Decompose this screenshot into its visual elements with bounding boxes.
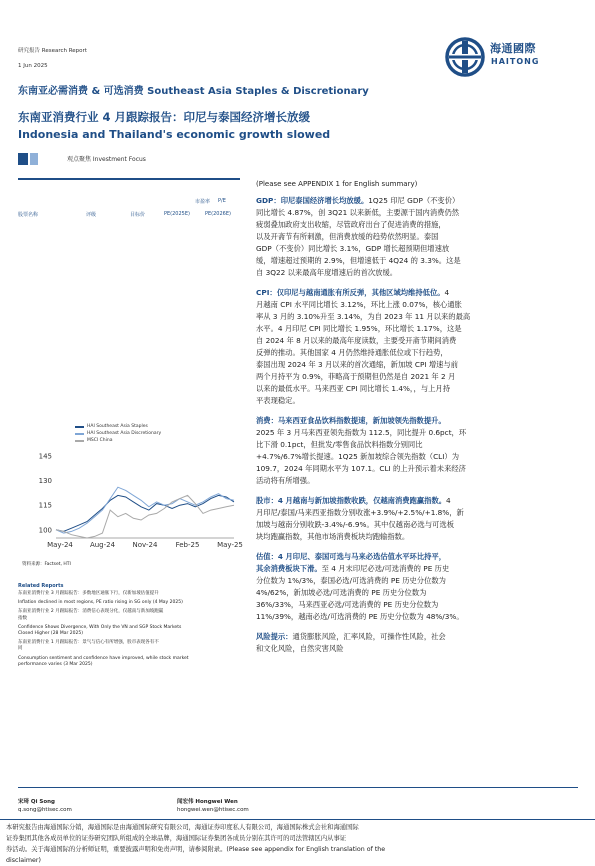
paragraph-line: 11%/39%，越南必选/可选消费的 PE 历史分位数为 48%/3%。 [256,612,464,621]
paragraph-line: 加坡与越南分别收跌-3.4%/-6.9%。其中仅越南必选与可选板 [256,520,455,529]
related-item[interactable]: performance varies (3 Mar 2025) [18,661,93,667]
haitong-logo-icon [445,37,485,77]
paragraph-line: 2025 年 3 月马来西亚领先指数为 112.5，同比提升 0.6pct，环 [256,428,467,437]
chart-source: 资料来源：Factset, HTI [22,562,71,567]
related-item[interactable]: Closed Higher (28 Mar 2025) [18,631,83,637]
paragraph-line: GDP（不变价）同比增长 3.1%，GDP 增长超预期但增速放 [256,244,450,253]
related-reports-list [18,591,243,668]
legend-swatch-discretionary [75,433,84,435]
col-pe-top: 市盈率 [195,199,211,205]
paragraph-line: 自 3Q22 以来最高年度增速后的首次放缓。 [256,268,398,277]
paragraph-line: 以来的最低水平。马来西亚 CPI 同比增长 1.4%，，与上月持 [256,384,451,393]
footer-line: 证券集团其他各成员单位的证券研究团队所组成的全球品牌，海通国际证券集团各成员分别在其许可的司法管辖区内从事证 [6,835,347,842]
paragraph-lead: 估值：4 月印尼、泰国可选与马来必选估值水平环比持平， [256,552,447,561]
paragraph-lead-cont: 其余消费板块下滑。 [256,564,322,573]
paragraph-line: 以及开斋节有所刺激，但消费放缓的趋势依然明显。泰国 [256,232,439,241]
col-pe-2025: PE(2025E) [164,211,190,217]
paragraph-line: 36%/33%，马来西亚必选/可选消费的 PE 历史分位数为 [256,600,439,609]
legend-item-discretionary [75,430,161,437]
col-stock-name: 股票名称 [18,212,39,218]
legend-label-staples: HAI Southeast Asia Staples [87,424,148,429]
col-pe2-top: P/E [218,198,226,204]
sector-title: 东南亚必需消费 & 可选消费 Southeast Asia Staples & Discretionary [18,86,369,97]
paragraph-line: 通货膨胀风险，汇率风险，可操作性风险，社会 [292,632,446,641]
appendix-note: (Please see APPENDIX 1 for English summary) [256,180,418,188]
paragraph-line: 4%/62%，新加坡必选/可选消费的 PE 历史分位数为 [256,588,427,597]
report-type: 研究报告 Research Report [18,48,87,54]
legend-label-discretionary: HAI Southeast Asia Discretionary [87,431,162,436]
footer-line: 本研究报告由海通国际分销，海通国际是由海通国际研究有限公司，海通证券印度私人有限公司，海通国际株式会社和海通国际 [6,824,359,831]
performance-line-chart [18,450,243,560]
series-line-2 [56,495,234,538]
paragraph-line: 和文化风险，自然灾害风险 [256,644,344,653]
legend-label-msci: MSCI China [87,438,113,443]
paragraph-lead: 消费：马来西亚食品饮料指数提速，新加坡领先指数提升。 [256,416,446,425]
paragraph-line: 月越南 CPI 水平同比增长 3.12%，环比上涨 0.07%，核心通胀 [256,300,462,309]
related-item[interactable]: 同 [18,646,23,652]
paragraph-line: 比下滑 0.1pct，但批发/零售食品饮料指数分别同比 [256,440,423,449]
paragraph-line: 平表现稳定。 [256,396,300,405]
related-item[interactable]: 东南亚消费行业 3 月跟踪报告：多数地区通胀下行，仅新加坡估值提升 [18,591,159,596]
paragraph-risk [256,631,552,655]
author-2 [177,797,249,813]
footer-line: disclaimer) [6,857,41,864]
paragraph-line: 1Q25 印尼 GDP（不变价） [368,196,460,205]
related-item[interactable]: 东南亚消费行业 1 月跟踪报告：景气与信心有所增强，股市表现各有不 [18,640,159,646]
paragraph-lead: CPI：仅印尼与越南通胀有所反弹，其他区域均维持低位。 [256,288,445,297]
author-1 [18,797,72,813]
paragraph-line: 活动将有所增强。 [256,476,315,485]
chart-legend [75,423,161,444]
paragraph-line: 至 4 月末印尼必选/可选消费的 PE 历史 [321,564,450,573]
col-rating: 评级 [86,212,97,218]
y-tick-label: 145 [38,452,52,461]
paragraph-line: 泰国出现 2024 年 3 月以来的首次通缩，新加坡 CPI 增速与前 [256,360,459,369]
paragraph-lead: 风险提示： [256,632,293,641]
x-tick-label: Nov-24 [132,541,158,549]
y-tick-label: 100 [38,526,52,535]
paragraph-lead: 股市：4 月越南与新加坡指数收跌，仅越南消费跑赢指数。 [256,496,447,505]
paragraph-line: 率从 3 月的 3.10%升至 3.14%，为自 2023 年 11 月以来的最高 [256,312,471,321]
footer-line: 券活动。关于海通国际的分析师证明，重要披露声明和免责声明，请参阅附录。(Please see appendix for English translation of the [6,846,386,853]
author-email[interactable]: q.song@htisec.com [18,807,72,813]
paragraph-line: 分位数为 1%/3%，泰国必选/可选消费的 PE 历史分位数为 [256,576,446,585]
legend-swatch-msci [75,440,84,442]
paragraph-cpi [256,287,552,407]
footer-rule [0,819,595,820]
brand-name-cn: 海通國際 [490,42,536,55]
col-target-price: 目标价 [130,212,146,218]
paragraph-stock-market [256,495,552,543]
paragraph-lead: GDP：印尼泰国经济增长均放缓。 [256,196,369,205]
legend-item-msci [75,437,161,444]
paragraph-line: 疲弱叠加政府支出收缩，尽管政府出台了促进消费的措施， [256,220,446,229]
report-title-en: Indonesia and Thailand's economic growth slowed [18,128,331,141]
x-tick-label: May-25 [217,541,243,549]
x-tick-label: Feb-25 [175,541,200,549]
paragraph-line: 两个月持平为 0.9%，菲略高于预期但仍然是自 2021 年 2 月 [256,372,456,381]
author-name: 闻宏伟 Hongwei Wen [177,799,238,805]
disclaimer-footer [6,822,591,866]
related-item[interactable]: Consumption sentiment and confidence have improved, while stock market [18,655,189,661]
paragraph-consumption [256,415,552,487]
legend-swatch-staples [75,426,84,428]
author-email[interactable]: hongwei.wen@htisec.com [177,807,249,813]
paragraph-line: 同比增长 4.87%，创 3Q21 以来新低，主要源于国内消费仍然 [256,208,460,217]
brand-name-en: HAITONG [491,57,540,66]
paragraph-line: 水平。4 月印尼 CPI 同比增长 1.95%，环比增长 1.17%，这是 [256,324,462,333]
col-pe-2026: PE(2026E) [205,211,231,217]
paragraph-line: 块均跑赢指数，其他市场消费板块均跑输指数。 [256,532,410,541]
report-title-cn: 东南亚消费行业 4 月跟踪报告：印尼与泰国经济增长放缓 [18,110,311,124]
paragraph-line: 月印尼/泰国/马来西亚指数分别收涨+3.9%/+2.5%/+1.8%，新 [256,508,464,517]
paragraph-line: 4 [446,496,451,505]
related-item[interactable]: Confidence Shows Divergence, With Only the VN and SGP Stock Markets [18,624,182,630]
author-rule [18,787,578,788]
paragraph-line: 4 [444,288,450,297]
legend-item-staples [75,423,161,430]
table-top-rule [18,178,240,180]
report-date: 1 Jun 2025 [18,63,48,69]
paragraph-line: 缓，增速超过预期的 2.9%，但增速低于 4Q24 的 3.3%。这是 [256,256,461,265]
related-reports-title: Related Reports [18,583,64,589]
paragraph-line: +4.7%/6.7%增长提速。1Q25 新加坡综合领先指数（CLI）为 [256,452,459,461]
summary-body [256,195,552,655]
x-tick-label: Aug-24 [89,541,116,549]
related-item[interactable]: 东南亚消费行业 2 月跟踪报告：消费信心表现分化，仅越南与新加坡跑赢 [18,609,164,615]
focus-marker-dark [18,153,28,165]
paragraph-line: 自 2024 年 8 月以来的最高年度读数，主要受开斋节期间消费 [256,336,457,345]
author-name: 宋琦 Qi Song [18,799,55,805]
paragraph-line: 反弹的推动。其他国家 4 月仍然维持通胀低位或下行趋势， [256,348,448,357]
investment-focus-label: 观点聚焦 Investment Focus [67,156,146,163]
y-tick-label: 115 [38,501,52,510]
paragraph-valuation [256,551,552,623]
related-item[interactable]: 指数 [18,615,27,621]
focus-marker-light [30,153,38,165]
x-tick-label: May-24 [47,541,73,549]
related-item[interactable]: Inflation declined in most regions, PE ratio rising in SG only (4 May 2025) [18,600,183,606]
series-line-1 [56,487,234,533]
paragraph-line: 109.7，2024 年同期水平为 107.1。CLI 的上升预示着未来经济 [256,464,466,473]
paragraph-gdp [256,195,552,279]
y-tick-label: 130 [38,477,52,486]
